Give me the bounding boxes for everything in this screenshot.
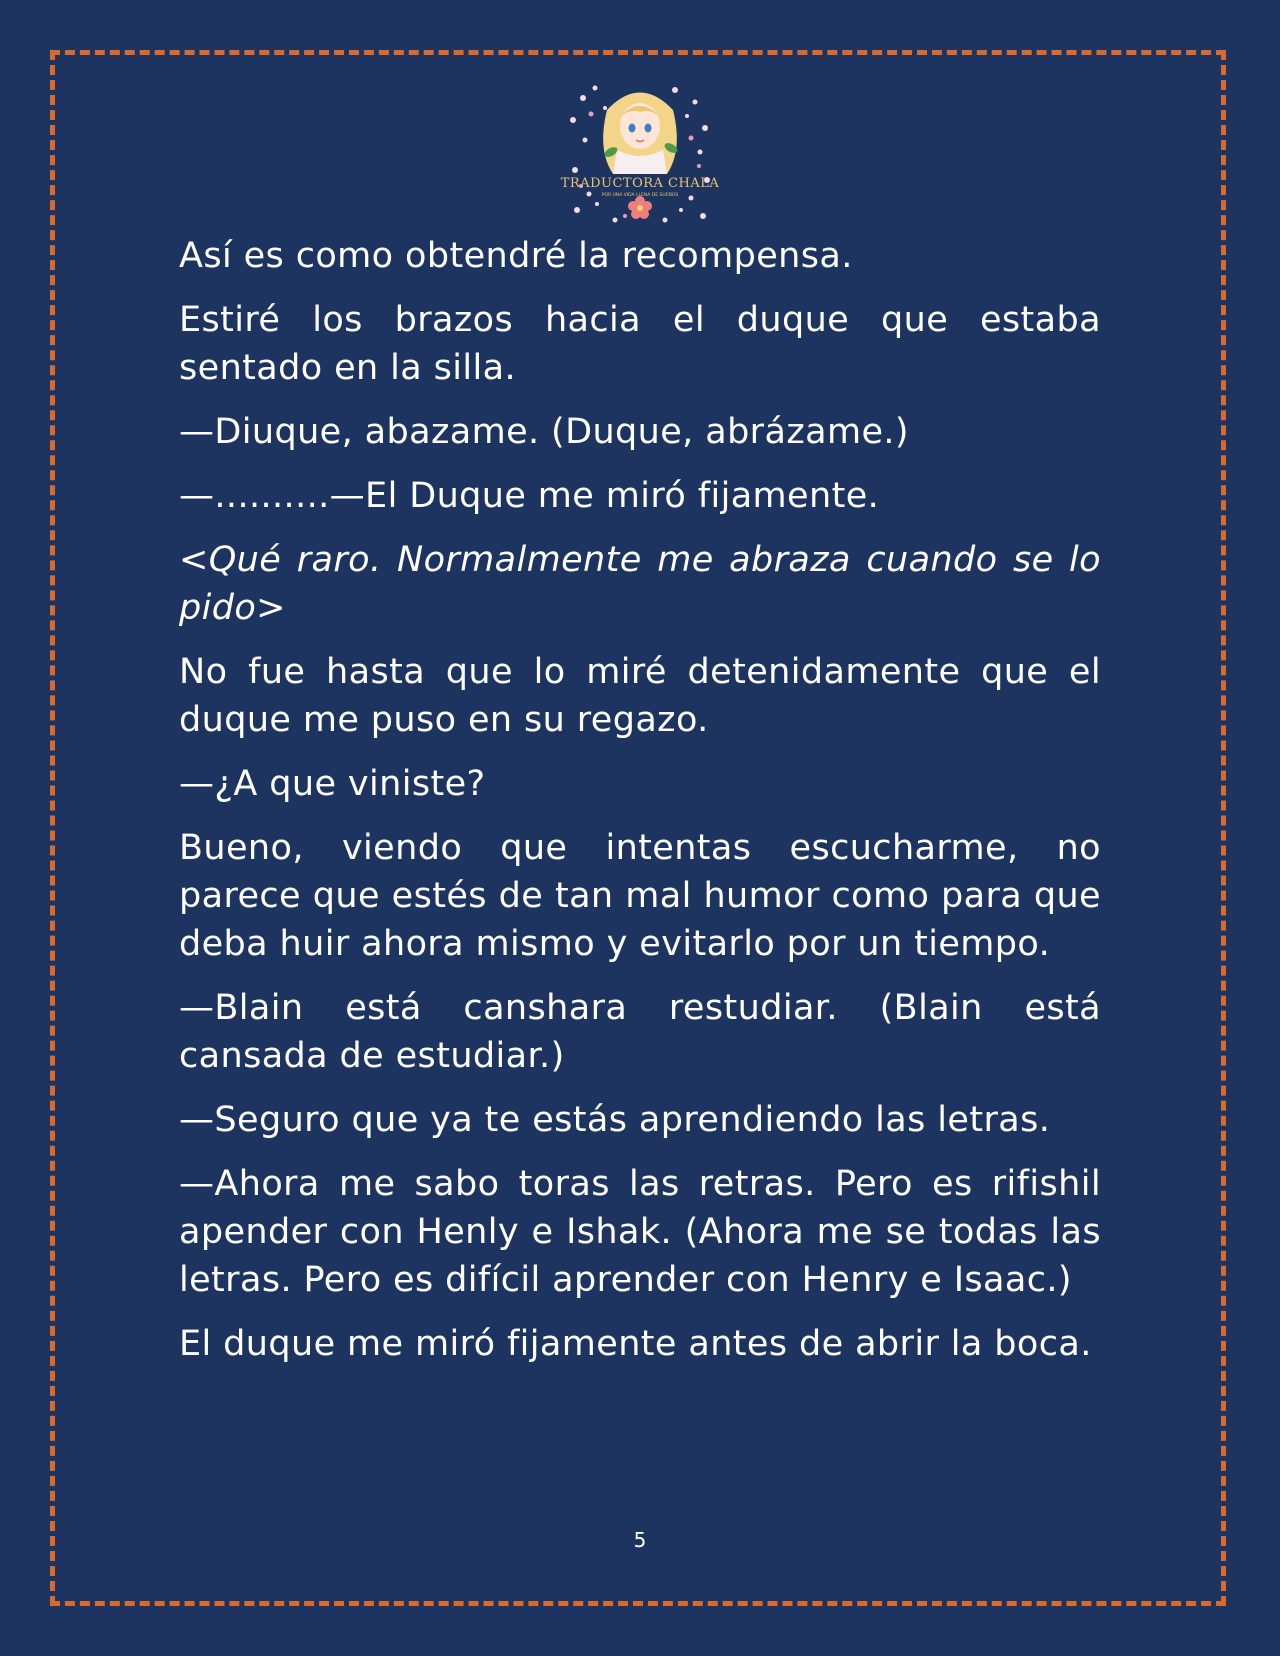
flower-logo-icon xyxy=(555,70,725,230)
paragraph: —Ahora me sabo toras las retras. Pero es rifishil apender con Henly e Ishak. (Ahora me se todas las letras. Pero es difícil aprender con Henry e Isaac.) xyxy=(179,1164,1101,1300)
svg-text:POR UNA VIDA LLENA DE SUEÑOS: POR UNA VIDA LLENA DE SUEÑOS xyxy=(601,193,679,198)
paragraph: —¿A que viniste? xyxy=(179,764,486,804)
paragraph: Bueno, viendo que intentas escucharme, no parece que estés de tan mal humor como para que deba huir ahora mismo y evitarlo por un tiempo. xyxy=(179,828,1101,964)
paragraph: —Blain está canshara restudiar. (Blain está cansada de estudiar.) xyxy=(179,988,1101,1076)
translator-logo xyxy=(555,70,725,230)
paragraph: —..........—El Duque me miró fijamente. xyxy=(179,476,880,516)
paragraph: <Qué raro. Normalmente me abraza cuando se lo pido> xyxy=(179,540,1101,628)
paragraph: El duque me miró fijamente antes de abrir la boca. xyxy=(179,1324,1092,1364)
document-body xyxy=(179,232,1101,1384)
paragraph: Así es como obtendré la recompensa. xyxy=(179,236,853,276)
page-number: 5 xyxy=(633,1528,647,1552)
svg-text:TRADUCTORA CHALA: TRADUCTORA CHALA xyxy=(560,176,720,191)
paragraph: —Seguro que ya te estás aprendiendo las letras. xyxy=(179,1100,1051,1140)
paragraph: Estiré los brazos hacia el duque que estaba sentado en la silla. xyxy=(179,300,1101,388)
paragraph: No fue hasta que lo miré detenidamente que el duque me puso en su regazo. xyxy=(179,652,1101,740)
paragraph: —Diuque, abazame. (Duque, abrázame.) xyxy=(179,412,909,452)
